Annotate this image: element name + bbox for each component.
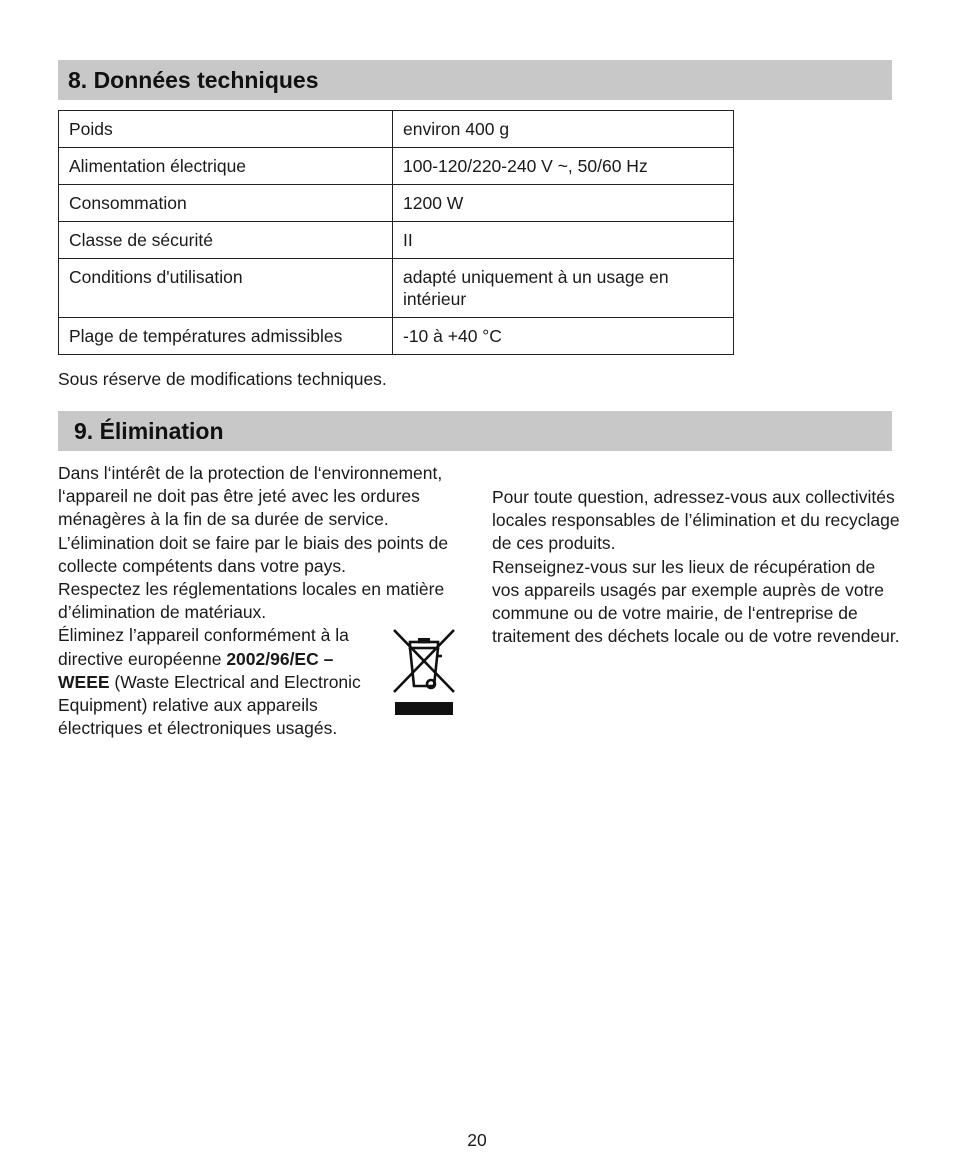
spec-label: Consommation <box>59 185 393 222</box>
spec-label: Conditions d'utilisation <box>59 259 393 318</box>
spec-value: -10 à +40 °C <box>393 318 734 355</box>
spec-label: Alimentation électrique <box>59 148 393 185</box>
section-title: 8. Données techniques <box>68 67 319 93</box>
table-row <box>59 185 734 222</box>
spec-value: II <box>393 222 734 259</box>
directive-text: (Waste Electrical and Electronic Equipment) relative aux appareils électriques et électroniques usagés. <box>58 671 361 739</box>
paragraph: L’élimination doit se faire par le biais des points de collecte compétents dans votre pays. <box>58 532 449 576</box>
spec-value: adapté uniquement à un usage en intérieur <box>393 259 734 318</box>
table-row <box>59 318 734 355</box>
paragraph: Dans l‘intérêt de la protection de l‘environnement, l‘appareil ne doit pas être jeté avec les ordures ménagères à la fin de sa durée de service. <box>58 463 443 530</box>
paragraph: Respectez les réglementations locales en matière d’élimination de matériaux. <box>58 579 445 623</box>
directive-text: Éliminez l’appareil conformément à la directive européenne <box>58 625 349 669</box>
crossed-out-wheelie-bin-icon <box>390 626 458 718</box>
page-number: 20 <box>467 1130 487 1150</box>
spec-label: Poids <box>59 111 393 148</box>
table-row <box>59 148 734 185</box>
disposal-left-column <box>58 462 458 740</box>
section-header-technical-data <box>58 60 892 100</box>
paragraph: Pour toute question, adressez-vous aux collectivités locales responsables de l’élimination et du recyclage de ces produits. <box>492 487 900 554</box>
table-row <box>59 222 734 259</box>
directive-reference: 2002/96/EC – WEEE <box>58 648 334 692</box>
spec-value: 1200 W <box>393 185 734 222</box>
paragraph: Renseignez-vous sur les lieux de récupération de vos appareils usagés par exemple auprès de votre commune ou de votre mairie, de l‘entreprise de traitement des déchets locale ou de votre revendeur. <box>492 556 900 647</box>
table-row <box>59 111 734 148</box>
section-title: 9. Élimination <box>74 418 224 444</box>
table-row <box>59 259 734 318</box>
section-header-disposal <box>58 411 892 451</box>
technical-data-table <box>58 110 734 355</box>
disposal-right-column <box>492 486 902 648</box>
spec-label: Plage de températures admissibles <box>59 318 393 355</box>
spec-value: 100-120/220-240 V ~, 50/60 Hz <box>393 148 734 185</box>
spec-label: Classe de sécurité <box>59 222 393 259</box>
technical-note: Sous réserve de modifications techniques. <box>58 369 387 389</box>
spec-value: environ 400 g <box>393 111 734 148</box>
